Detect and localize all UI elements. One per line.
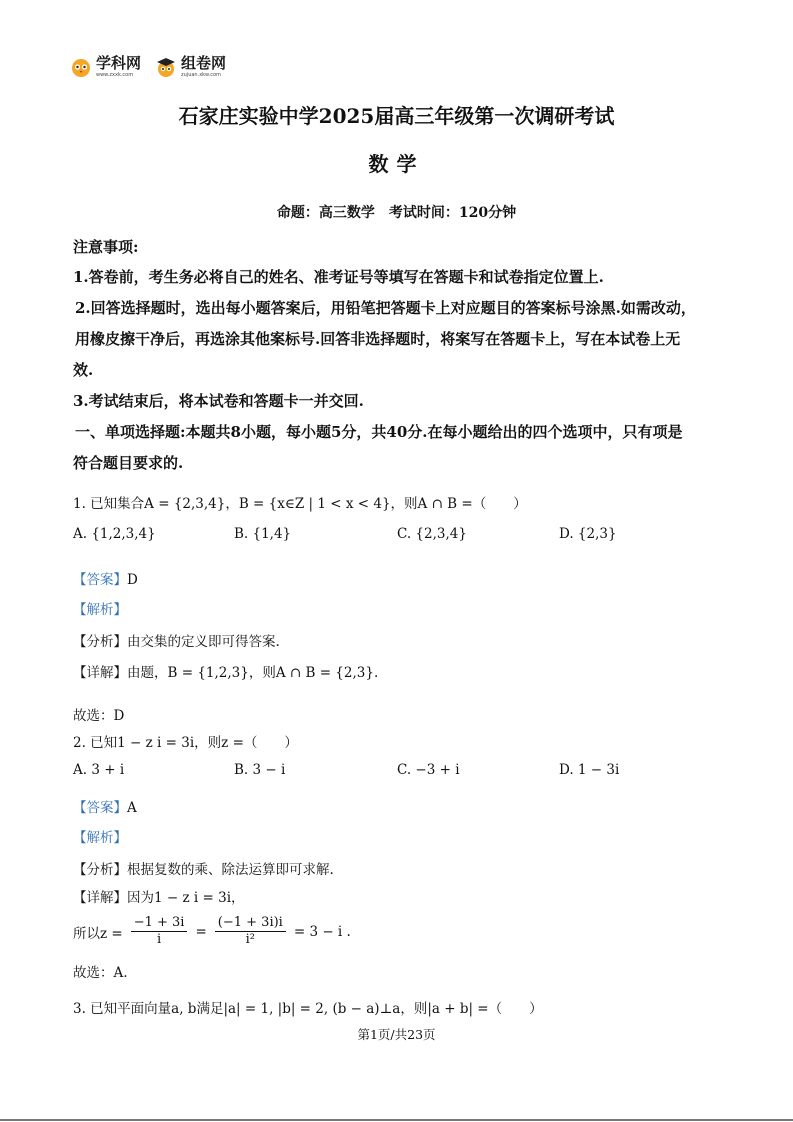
brand-url-2: zujuan.xkw.com [181, 72, 221, 78]
q2-answer [73, 796, 137, 816]
note-2-line-1: 2.回答选择题时，选出每小题答案后，用铅笔把答题卡上对应题目的答案标号涂黑.如需改动， [75, 299, 696, 317]
note-1: 1.答卷前，考生务必将自己的姓名、准考证号等填写在答题卡和试卷指定位置上. [73, 268, 604, 286]
q2-solution-line [73, 915, 351, 949]
detail-text: 因为1 − z i = 3i， [127, 890, 245, 906]
brand-name-2: 组卷网 [181, 54, 227, 72]
fraction-2-denominator: i² [245, 932, 255, 948]
page-number: 第1页/共23页 [357, 1027, 436, 1042]
q2-choose: 故选：A. [73, 965, 128, 981]
answer-value: A [127, 800, 137, 816]
notes-heading: 注意事项: [73, 238, 139, 256]
brand-logo-2 [155, 56, 226, 78]
q2-option-a: A. 3 + i [73, 762, 125, 778]
q1-answer [73, 568, 138, 588]
brand-url-1: www.zxxk.com [96, 72, 134, 78]
fraction-1-numerator: −1 + 3i [131, 915, 188, 932]
detail-tag: 【详解】 [73, 890, 127, 906]
note-2-line-3: 效. [73, 361, 94, 379]
q2-option-d: D. 1 − 3i [559, 762, 620, 778]
fenxi-text: 由交集的定义即可得答案. [127, 634, 280, 650]
q2-stem: 2. 已知1 − z i = 3i，则z =（ ） [73, 735, 298, 751]
brand-logo-1 [70, 56, 141, 78]
fraction-2-numerator: (−1 + 3i)i [215, 915, 286, 932]
section-heading-line-1: 一、单项选择题:本题共8小题，每小题5分，共40分.在每小题给出的四个选项中，只有项是 [75, 423, 683, 441]
exam-title: 石家庄实验中学2025届高三年级第一次调研考试 [178, 104, 615, 128]
bottom-divider [0, 1119, 793, 1121]
fraction-2 [215, 915, 286, 949]
q2-option-c: C. −3 + i [397, 762, 460, 778]
q1-option-b: B. {1,4} [234, 526, 292, 542]
detail-text: 由题，B = {1,2,3}，则A ∩ B = {2,3}. [127, 665, 379, 681]
q3-stem: 3. 已知平面向量a, b满足|a| = 1, |b| = 2, (b − a)⊥a，则|a + b| =（ ） [73, 1001, 543, 1017]
q1-option-d: D. {2,3} [559, 526, 617, 542]
answer-tag: 【答案】 [73, 572, 127, 588]
logo [70, 56, 226, 78]
q1-detail [73, 661, 378, 681]
solution-prefix: 所以z = [73, 925, 123, 942]
fenxi-text: 根据复数的乘、除法运算即可求解. [127, 862, 334, 878]
section-heading-line-2: 符合题目要求的. [73, 454, 184, 472]
q1-option-a: A. {1,2,3,4} [73, 526, 156, 542]
q1-option-c: C. {2,3,4} [397, 526, 467, 542]
note-3: 3.考试结束后，将本试卷和答题卡一并交回. [73, 392, 364, 410]
note-2-line-2: 用橡皮擦干净后，再选涂其他案标号.回答非选择题时，将案写在答题卡上，写在本试卷上无 [75, 330, 681, 348]
owl-icon [70, 56, 92, 78]
fraction-1 [131, 915, 188, 949]
answer-value: D [127, 572, 138, 588]
q2-fenxi [73, 858, 334, 878]
brand-name-1: 学科网 [96, 54, 142, 72]
subject-title: 数学 [368, 152, 425, 176]
q2-analysis-tag: 【解析】 [73, 830, 127, 846]
q2-option-b: B. 3 − i [234, 762, 286, 778]
q2-detail [73, 886, 245, 906]
q1-stem: 1. 已知集合A = {2,3,4}，B = {x∈Z | 1 < x < 4}，则A ∩ B =（ ） [73, 496, 527, 512]
q1-analysis-tag: 【解析】 [73, 602, 127, 618]
answer-tag: 【答案】 [73, 800, 127, 816]
fraction-1-denominator: i [157, 932, 162, 948]
solution-suffix: = 3 − i . [293, 923, 351, 940]
equals-sign: = [195, 923, 207, 940]
q1-choose: 故选：D [73, 708, 125, 724]
q1-fenxi [73, 630, 280, 650]
exam-meta: 命题：高三数学 考试时间：120分钟 [276, 205, 517, 221]
fenxi-tag: 【分析】 [73, 634, 127, 650]
fenxi-tag: 【分析】 [73, 862, 127, 878]
graduate-icon [155, 56, 177, 78]
detail-tag: 【详解】 [73, 665, 127, 681]
